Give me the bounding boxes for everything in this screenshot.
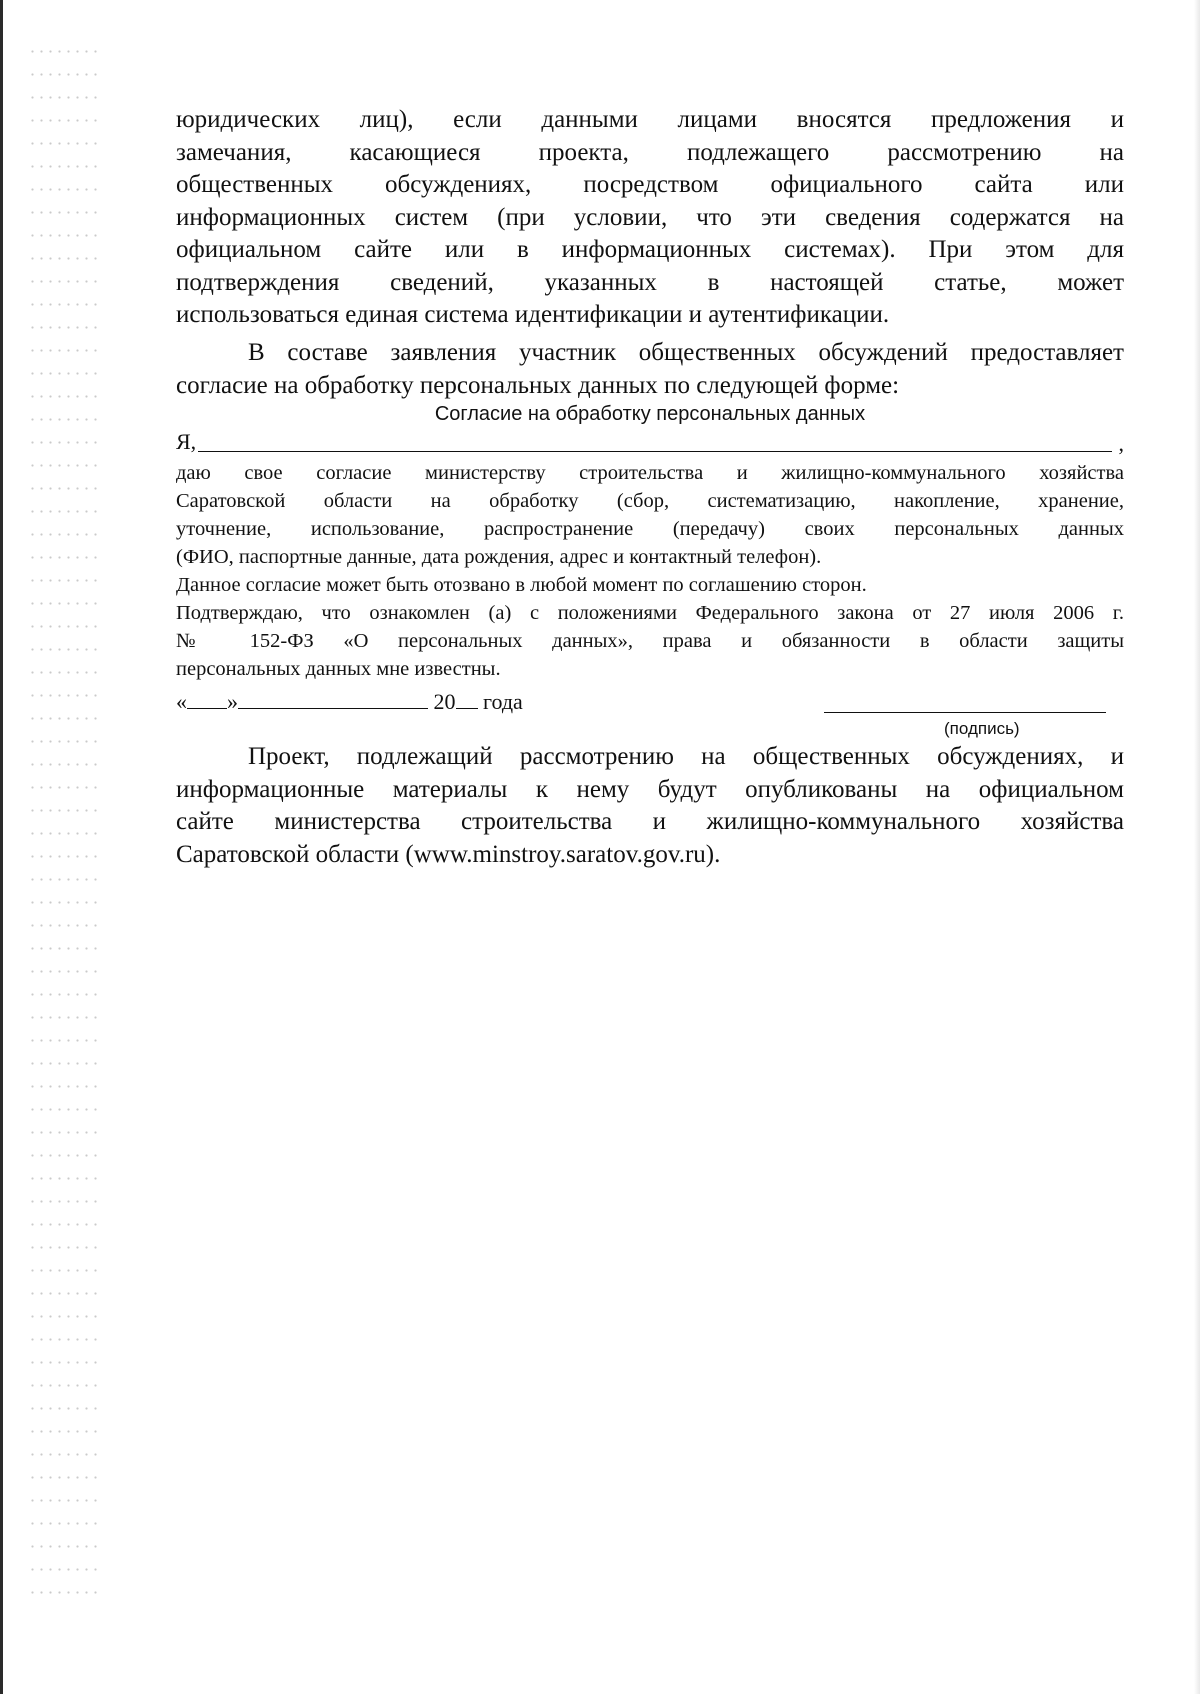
consent-title: Согласие на обработку персональных данных xyxy=(434,403,866,425)
consent-line: Подтверждаю, что ознакомлен (а) с положениями Федерального закона от 27 июля 2006 г. xyxy=(176,602,1124,624)
consent-revocable-line: Данное согласие может быть отозвано в любой момент по соглашению сторон. xyxy=(176,574,867,596)
date-open-quote: « xyxy=(176,689,187,714)
consent-line: № 152-ФЗ «О персональных данных», права и обязанности в области защиты xyxy=(176,630,1124,652)
year-prefix: 20 xyxy=(433,689,456,714)
paragraph-line: Проект, подлежащий рассмотрению на общественных обсуждениях, и xyxy=(248,743,1124,770)
year-suffix: года xyxy=(483,689,523,714)
paragraph-line: официальном сайте или в информационных системах). При этом для xyxy=(176,236,1124,263)
signature-blank-rule xyxy=(824,712,1106,713)
scan-edge-left xyxy=(0,0,3,1694)
scan-noise-specks xyxy=(28,40,98,1600)
paragraph-line: юридических лиц), если данными лицами вносятся предложения и xyxy=(176,106,1124,133)
paragraph-line: Саратовской области (www.minstroy.saratov.gov.ru). xyxy=(176,840,721,868)
signature-caption: (подпись) xyxy=(944,719,1020,738)
consent-ya-prefix: Я, xyxy=(176,429,197,454)
year-blank-rule xyxy=(456,688,478,709)
paragraph-line: замечания, касающиеся проекта, подлежащего рассмотрению на xyxy=(176,138,1124,166)
paragraph-line: согласие на обработку персональных данных по следующей форме: xyxy=(176,371,900,399)
paragraph-line: информационных систем (при условии, что эти сведения содержатся на xyxy=(176,203,1124,231)
paragraph-line: В составе заявления участник общественных обсуждений предоставляет xyxy=(248,339,1124,366)
paragraph-line: сайте министерства строительства и жилищно-коммунального хозяйства xyxy=(176,808,1124,835)
month-blank-rule xyxy=(238,688,428,709)
date-close-quote: » xyxy=(227,689,238,714)
consent-line: даю свое согласие министерству строительства и жилищно-коммунального хозяйства xyxy=(176,462,1124,484)
paragraph-identification xyxy=(176,104,1124,332)
consent-body xyxy=(176,459,1124,683)
paragraph-consent-intro xyxy=(176,337,1124,402)
consent-line: Саратовской области на обработку (сбор, систематизацию, накопление, хранение, xyxy=(176,490,1124,512)
consent-date-row xyxy=(176,688,1124,718)
paragraph-line: информационные материалы к нему будут опубликованы на официальном xyxy=(176,775,1124,803)
paragraph-publication xyxy=(176,741,1124,871)
consent-line: (ФИО, паспортные данные, дата рождения, адрес и контактный телефон). xyxy=(176,546,822,568)
paragraph-line: использоваться единая система идентификации и аутентификации. xyxy=(176,301,890,328)
paragraph-line: подтверждения сведений, указанных в настоящей статье, может xyxy=(176,268,1124,296)
consent-line: уточнение, использование, распространение (передачу) своих персональных данных xyxy=(176,518,1124,540)
consent-line: персональных данных мне известны. xyxy=(176,658,501,680)
consent-ya-suffix: , xyxy=(1118,431,1124,456)
day-blank-rule xyxy=(187,688,227,709)
paragraph-line: общественных обсуждениях, посредством официального сайта или xyxy=(176,171,1124,198)
scan-edge-right xyxy=(1194,0,1200,1694)
consent-name-line xyxy=(176,428,1124,456)
name-blank-rule xyxy=(198,451,1112,452)
